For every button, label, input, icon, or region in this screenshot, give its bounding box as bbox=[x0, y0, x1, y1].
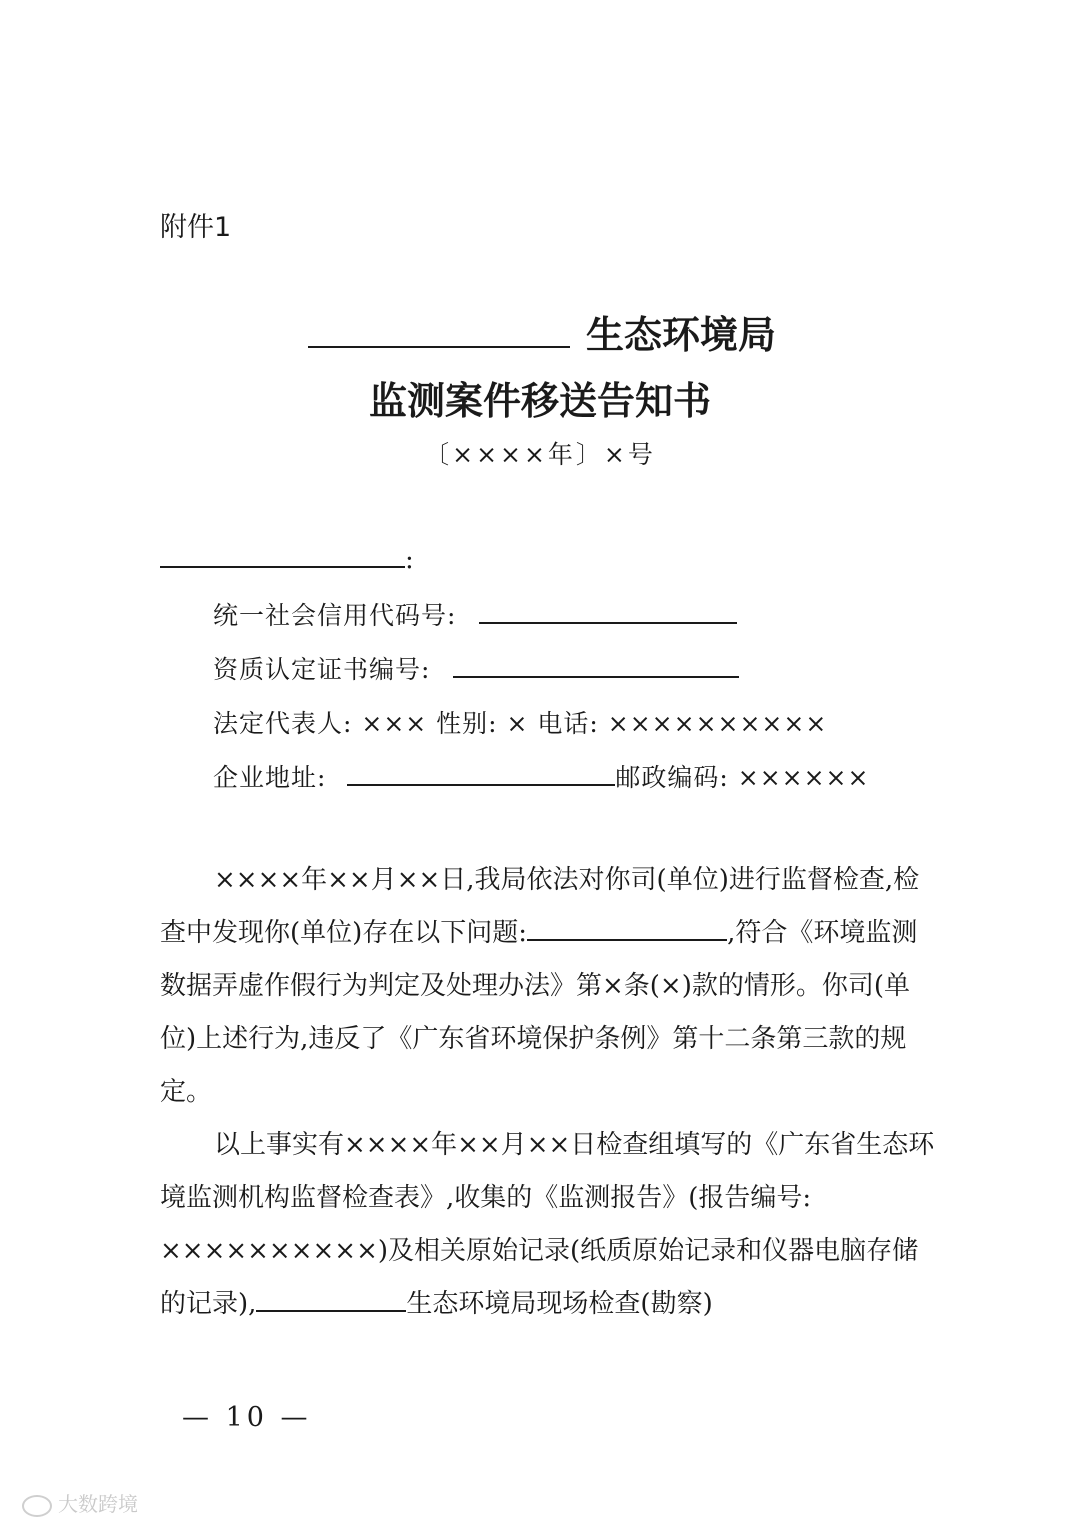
watermark bbox=[22, 1488, 138, 1517]
title-line-1 bbox=[308, 302, 776, 359]
paragraph-evidence bbox=[160, 1119, 936, 1331]
document-title: 监测案件移送告知书 bbox=[368, 379, 711, 423]
issue-blank bbox=[527, 913, 727, 941]
local-agency-blank bbox=[256, 1284, 406, 1312]
findings-text-2: ,符合《环境监测数据弄虚作假行为判定及处理办法》第×条(×)款的情形。你司(单位)上述行为,违反了《广东省环境保护条例》第十二条第三款的规定。 bbox=[160, 918, 918, 1107]
address-label: 企业地址: bbox=[213, 763, 327, 792]
address-blank bbox=[347, 760, 615, 786]
document-number: 〔××××年〕×号 bbox=[424, 440, 656, 469]
credit-code-line bbox=[213, 596, 737, 632]
evidence-text-2: 生态环境局现场检查(勘察) bbox=[406, 1289, 713, 1319]
attachment-label: 附件1 bbox=[160, 212, 232, 243]
credit-code-blank bbox=[479, 598, 737, 624]
agency-name-blank bbox=[308, 302, 570, 348]
title-agency-suffix: 生态环境局 bbox=[586, 313, 777, 357]
address-line bbox=[213, 758, 869, 794]
recipient-blank bbox=[160, 538, 405, 568]
recipient-colon: : bbox=[405, 545, 414, 575]
watermark-logo-icon bbox=[22, 1495, 52, 1517]
credit-code-label: 统一社会信用代码号: bbox=[213, 601, 457, 630]
cert-number-line bbox=[213, 650, 739, 686]
findings-text-1: ××××年××月××日,我局依法对你司(单位)进行监督检查,检查中发现你(单位)存在以下问题: bbox=[160, 865, 920, 948]
evidence-text-1: 以上事实有××××年××月××日检查组填写的《广东省生态环境监测机构监督检查表》,收集的《监测报告》(报告编号: ××××××××××)及相关原始记录(纸质原始记录和仪器电脑存储的记录), bbox=[160, 1130, 935, 1319]
postal-code: 邮政编码: ×××××× bbox=[615, 763, 870, 792]
watermark-text: 大数跨境 bbox=[58, 1492, 138, 1516]
recipient-line bbox=[160, 538, 414, 575]
cert-number-label: 资质认定证书编号: bbox=[213, 655, 431, 684]
page-number: — 10 — bbox=[182, 1402, 312, 1433]
legal-rep-line: 法定代表人: ××× 性别: × 电话: ×××××××××× bbox=[213, 709, 828, 738]
paragraph-findings bbox=[160, 854, 936, 1119]
cert-number-blank bbox=[453, 652, 739, 678]
